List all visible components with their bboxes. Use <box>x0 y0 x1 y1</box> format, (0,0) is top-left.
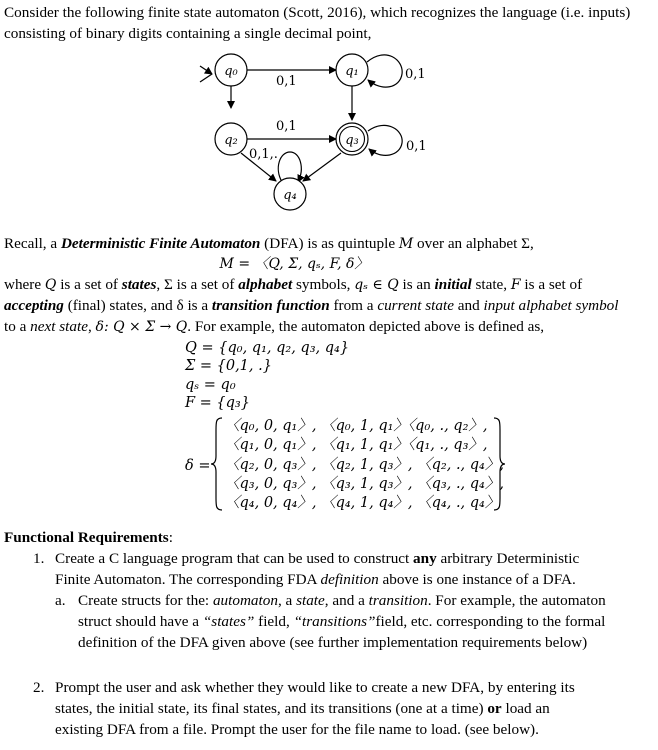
symbol-qs: qₛ ∈ Q <box>354 277 399 293</box>
edge-label-q0-q1: 0,1 <box>276 74 297 89</box>
text: Create structs for the: <box>78 592 213 609</box>
text: , a <box>277 592 297 609</box>
req-1a-line-2 <box>78 611 656 632</box>
emphasis-state: state <box>296 592 325 609</box>
term-transition-function: transition function <box>211 297 330 314</box>
state-q0 <box>215 54 247 86</box>
heading-colon: : <box>168 529 173 546</box>
term-states: states <box>121 276 157 293</box>
text: Prompt the user and ask whether they would like to create a new DFA, by entering its <box>55 679 575 696</box>
emphasis-any: any <box>413 550 437 567</box>
text: load an <box>501 700 550 717</box>
loop-q3 <box>368 125 402 155</box>
text: and <box>453 297 484 314</box>
req-1-line-2 <box>55 569 655 590</box>
text: , Σ is a set of <box>156 276 239 293</box>
edge-label-q2-q4: 0,1,. <box>249 147 278 162</box>
text: where <box>4 276 45 293</box>
text: state, <box>471 276 511 293</box>
text: Recall, a <box>4 235 61 252</box>
text: from a <box>329 297 378 314</box>
text: above is one instance of a DFA. <box>378 571 576 588</box>
def-F: F = {q₃} <box>185 395 250 411</box>
req-1-number: 1. <box>33 550 45 567</box>
delta-row-q3: 〈q₃, 0, q₃〉, 〈q₃, 1, q₃〉, 〈q₃, ., q₄〉, <box>225 476 504 492</box>
term-initial: initial <box>434 276 472 293</box>
quintuple: M = 〈Q, Σ, qₛ, F, δ〉 <box>219 256 369 272</box>
delta-signature: δ: Q × Σ → Q <box>95 319 188 335</box>
text: (final) states, and δ is a <box>63 297 212 314</box>
start-arrow-tail <box>200 74 212 82</box>
req-1a-line-1 <box>78 590 656 611</box>
text: to a <box>4 318 31 335</box>
text: is a set of <box>520 276 583 293</box>
state-label-q4: q₄ <box>283 188 297 203</box>
emphasis-transition: transition <box>368 592 428 609</box>
state-label-q3: q₃ <box>345 133 359 148</box>
intro-text: Consider the following finite state automaton (Scott, 2016), which recognizes the language (i.e. inputs) consisting of binary digits containing a single decimal point, <box>4 4 631 42</box>
text: , and a <box>324 592 369 609</box>
delta-row-q2: 〈q₂, 0, q₃〉, 〈q₂, 1, q₃〉, 〈q₂, ., q₄〉, <box>225 457 504 473</box>
state-q1 <box>336 54 368 86</box>
text: . For example, the automaton depicted above is defined as, <box>187 318 545 335</box>
text: states, the initial state, its final states, and its transitions (one at a time) <box>55 700 488 717</box>
loop-q1 <box>367 55 402 87</box>
state-q3-accepting <box>336 123 368 155</box>
loop-label-q3: 0,1 <box>406 139 427 154</box>
text: existing DFA from a file. Prompt the user for the file name to load. (see below). <box>55 721 539 738</box>
delta-row-q0: 〈q₀, 0, q₁〉, 〈q₀, 1, q₁〉〈q₀, ., q₂〉, <box>225 418 488 434</box>
req-1-line-1 <box>55 548 655 569</box>
text: is a set of <box>56 276 122 293</box>
req-2-line-1 <box>55 677 655 698</box>
req-2-number: 2. <box>33 679 45 696</box>
recall-line-5 <box>4 316 654 338</box>
text: , <box>87 318 96 335</box>
recall-line-3 <box>4 274 654 296</box>
term-accepting: accepting <box>4 297 64 314</box>
text: field, <box>254 613 294 630</box>
recall-line-1 <box>4 233 654 255</box>
delta-row-q4: 〈q₄, 0, q₄〉, 〈q₄, 1, q₄〉, 〈q₄, ., q₄〉 <box>225 495 500 511</box>
text: definition of the DFA given above (see further implementation requirements below) <box>78 634 588 651</box>
recall-line-4 <box>4 295 654 316</box>
state-label-q1: q₁ <box>345 64 359 79</box>
symbol-Q: Q <box>44 277 57 293</box>
emphasis-or: or <box>487 700 502 717</box>
start-arrow <box>200 66 212 74</box>
emphasis-states-field: “states” <box>202 613 255 630</box>
delta-row-q1: 〈q₁, 0, q₁〉, 〈q₁, 1, q₁〉〈q₁, ., q₃〉, <box>225 437 488 453</box>
state-q2 <box>215 123 247 155</box>
edge-label-q2-q3: 0,1 <box>276 119 297 134</box>
def-delta-label: δ = <box>185 458 211 474</box>
text: (DFA) is as quintuple <box>260 235 399 252</box>
quintuple-line <box>4 253 584 275</box>
text: field, etc. corresponding to the formal <box>375 613 606 630</box>
def-Q: Q = {q₀, q₁, q₂, q₃, q₄} <box>185 340 350 356</box>
emphasis-definition: definition <box>320 571 379 588</box>
text: symbols, <box>292 276 355 293</box>
text: arbitrary Deterministic <box>436 550 580 567</box>
symbol-M: M <box>398 236 414 252</box>
def-qs: qₛ = q₀ <box>185 377 236 393</box>
req-2-line-3 <box>55 719 655 740</box>
text: Finite Automaton. The corresponding FDA <box>55 571 321 588</box>
term-current-state: current state <box>377 297 454 314</box>
text: struct should have a <box>78 613 203 630</box>
text: is an <box>398 276 435 293</box>
heading-text: Functional Requirements <box>4 529 169 546</box>
req-2-line-2 <box>55 698 655 719</box>
req-1a-line-3 <box>78 632 656 653</box>
state-label-q2: q₂ <box>224 133 238 148</box>
def-Sigma: Σ = {0,1, .} <box>185 358 272 374</box>
dfa-term: Deterministic Finite Automaton <box>60 235 261 252</box>
automaton-diagram <box>0 0 658 230</box>
state-q4 <box>274 178 306 210</box>
term-next-state: next state <box>30 318 88 335</box>
loop-label-q1: 0,1 <box>405 67 426 82</box>
state-label-q0: q₀ <box>224 64 238 79</box>
edge-q3-q4 <box>303 153 341 181</box>
delta-left-brace <box>210 416 224 512</box>
term-alphabet: alphabet <box>238 276 293 293</box>
requirements-heading <box>4 527 654 548</box>
req-1a-number: a. <box>55 592 66 609</box>
emphasis-transitions-field: “transitions” <box>293 613 376 630</box>
text: . For example, the automaton <box>427 592 606 609</box>
symbol-F: F <box>510 277 521 293</box>
term-input-symbol: input alphabet symbol <box>483 297 619 314</box>
text: over an alphabet Σ, <box>413 235 534 252</box>
emphasis-automaton: automaton <box>212 592 278 609</box>
text: Create a C language program that can be used to construct <box>55 550 414 567</box>
